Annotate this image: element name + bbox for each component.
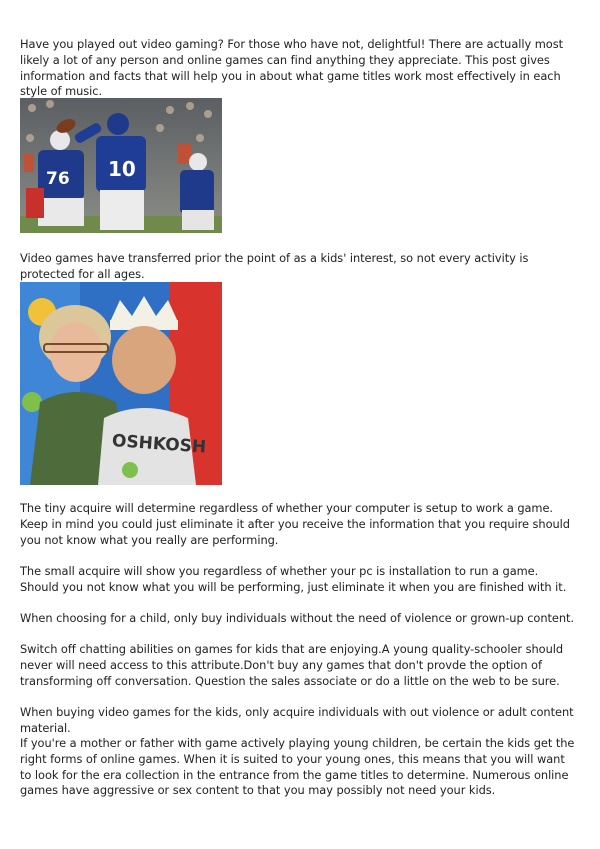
paragraph-intro: Have you played out video gaming? For those who have not, delightful! There are actually most likely a lot of any person and online games can find anything they appreciate. This post gives information and facts that will help you in about what game titles work most effectively in each style of music. [20, 37, 564, 99]
paragraph-3: The tiny acquire will determine regardless of whether your computer is setup to work a game. Keep in mind you could just eliminate it after you receive the information that you require should you not know what you really are performing. [20, 501, 570, 547]
paragraph-6: Switch off chatting abilities on games for kids that are enjoying.A young quality-schooler should never will need access to this attribute.Don't buy any games that don't provde the option of transforming off conversation. Question the sales associate or do a little on the web to be sure. [20, 642, 564, 688]
football-photo [20, 98, 222, 233]
paragraph-5: When choosing for a child, only buy individuals without the need of violence or grown-up content. [20, 611, 575, 625]
paragraph-2: Video games have transferred prior the point of as a kids' interest, so not every activity is protected for all ages. [20, 251, 529, 281]
paragraph-8: If you're a mother or father with game actively playing young children, be certain the kids get the right forms of online games. When it is suited to your young ones, this means that you will want to look for the era collection in the entrance from the game titles to determine. Numerous online games have aggressive or sex content to that you may possibly not need your kids. [20, 736, 575, 798]
shirt-text: OSHKOSH [111, 431, 207, 458]
child-photo [20, 282, 222, 485]
jersey-number-10: 10 [108, 157, 136, 181]
paragraph-7: When buying video games for the kids, only acquire individuals with out violence or adult content material. [20, 705, 574, 735]
jersey-number-76: 76 [46, 169, 70, 189]
paragraph-4: The small acquire will show you regardless of whether your pc is installation to run a game. Should you not know what you will be performing, just eliminate it when you are finished with it. [20, 564, 567, 594]
